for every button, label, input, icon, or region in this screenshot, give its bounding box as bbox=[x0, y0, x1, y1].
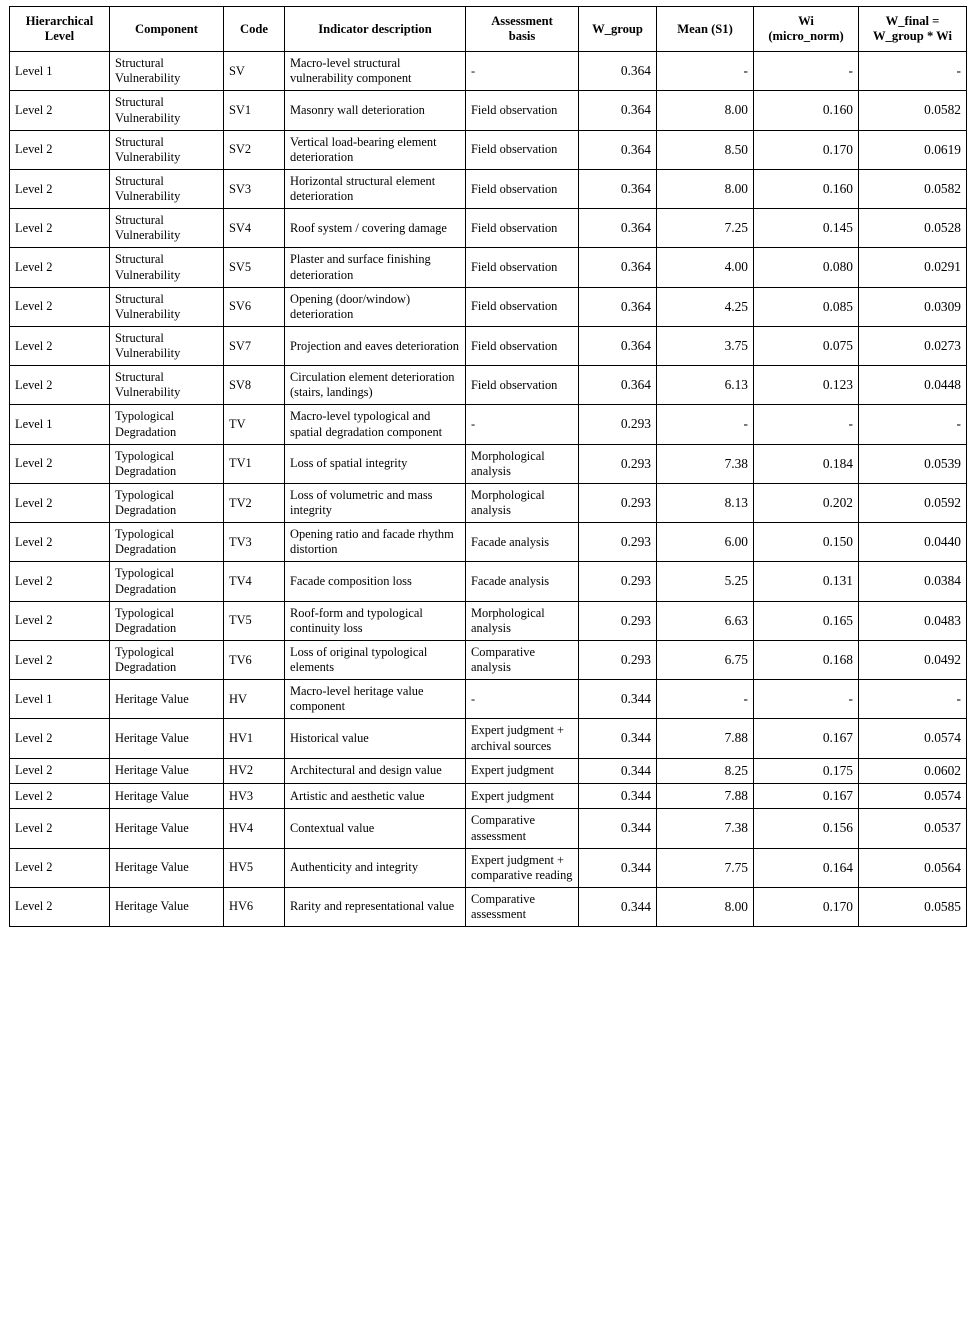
cell-hierarchical-level: Level 2 bbox=[10, 248, 110, 287]
cell-hierarchical-level: Level 2 bbox=[10, 601, 110, 640]
cell-indicator-description: Macro-level typological and spatial degradation component bbox=[285, 405, 466, 444]
cell-indicator-description: Artistic and aesthetic value bbox=[285, 784, 466, 809]
cell-code: HV6 bbox=[224, 887, 285, 926]
cell-w-group: 0.344 bbox=[579, 784, 657, 809]
cell-indicator-description: Macro-level heritage value component bbox=[285, 680, 466, 719]
cell-assessment-basis: Field observation bbox=[466, 287, 579, 326]
cell-w-group: 0.293 bbox=[579, 601, 657, 640]
cell-component: Structural Vulnerability bbox=[110, 248, 224, 287]
cell-wi-micro-norm: 0.156 bbox=[754, 809, 859, 848]
column-header-component: Component bbox=[110, 7, 224, 52]
cell-code: SV7 bbox=[224, 326, 285, 365]
cell-wi-micro-norm: 0.150 bbox=[754, 523, 859, 562]
cell-w-group: 0.364 bbox=[579, 287, 657, 326]
cell-assessment-basis: - bbox=[466, 405, 579, 444]
cell-component: Structural Vulnerability bbox=[110, 91, 224, 130]
cell-assessment-basis: Field observation bbox=[466, 209, 579, 248]
cell-component: Typological Degradation bbox=[110, 601, 224, 640]
cell-w-final: 0.0619 bbox=[859, 130, 967, 169]
cell-indicator-description: Projection and eaves deterioration bbox=[285, 326, 466, 365]
cell-w-final: 0.0492 bbox=[859, 640, 967, 679]
cell-component: Heritage Value bbox=[110, 784, 224, 809]
cell-w-group: 0.293 bbox=[579, 640, 657, 679]
cell-indicator-description: Loss of spatial integrity bbox=[285, 444, 466, 483]
cell-indicator-description: Loss of volumetric and mass integrity bbox=[285, 483, 466, 522]
cell-hierarchical-level: Level 2 bbox=[10, 758, 110, 783]
cell-wi-micro-norm: 0.168 bbox=[754, 640, 859, 679]
cell-component: Typological Degradation bbox=[110, 523, 224, 562]
cell-mean-s1: 7.88 bbox=[657, 719, 754, 758]
cell-component: Heritage Value bbox=[110, 848, 224, 887]
cell-hierarchical-level: Level 1 bbox=[10, 52, 110, 91]
cell-w-group: 0.293 bbox=[579, 483, 657, 522]
cell-wi-micro-norm: 0.175 bbox=[754, 758, 859, 783]
column-header-w-group: W_group bbox=[579, 7, 657, 52]
cell-code: TV4 bbox=[224, 562, 285, 601]
cell-mean-s1: 8.00 bbox=[657, 169, 754, 208]
cell-mean-s1: 7.38 bbox=[657, 809, 754, 848]
cell-hierarchical-level: Level 2 bbox=[10, 444, 110, 483]
cell-wi-micro-norm: 0.167 bbox=[754, 784, 859, 809]
cell-code: TV5 bbox=[224, 601, 285, 640]
cell-w-final: 0.0582 bbox=[859, 169, 967, 208]
cell-mean-s1: 6.13 bbox=[657, 366, 754, 405]
cell-w-final: - bbox=[859, 52, 967, 91]
cell-assessment-basis: Expert judgment + archival sources bbox=[466, 719, 579, 758]
cell-w-final: 0.0585 bbox=[859, 887, 967, 926]
cell-code: TV2 bbox=[224, 483, 285, 522]
cell-assessment-basis: Field observation bbox=[466, 169, 579, 208]
column-header-hierarchical-level bbox=[10, 7, 110, 52]
cell-hierarchical-level: Level 2 bbox=[10, 523, 110, 562]
cell-mean-s1: 8.25 bbox=[657, 758, 754, 783]
cell-wi-micro-norm: - bbox=[754, 52, 859, 91]
header-line-1: Hierarchical bbox=[25, 14, 94, 28]
cell-code: TV1 bbox=[224, 444, 285, 483]
cell-mean-s1: 7.88 bbox=[657, 784, 754, 809]
cell-code: SV5 bbox=[224, 248, 285, 287]
table-row bbox=[10, 758, 967, 783]
cell-hierarchical-level: Level 2 bbox=[10, 130, 110, 169]
cell-indicator-description: Facade composition loss bbox=[285, 562, 466, 601]
cell-w-group: 0.344 bbox=[579, 887, 657, 926]
cell-w-group: 0.364 bbox=[579, 52, 657, 91]
table-row bbox=[10, 848, 967, 887]
cell-component: Structural Vulnerability bbox=[110, 209, 224, 248]
cell-wi-micro-norm: 0.170 bbox=[754, 130, 859, 169]
cell-component: Structural Vulnerability bbox=[110, 326, 224, 365]
cell-w-final: 0.0582 bbox=[859, 91, 967, 130]
cell-indicator-description: Rarity and representational value bbox=[285, 887, 466, 926]
cell-w-final: 0.0539 bbox=[859, 444, 967, 483]
cell-mean-s1: - bbox=[657, 680, 754, 719]
cell-assessment-basis: Expert judgment + comparative reading bbox=[466, 848, 579, 887]
cell-code: SV bbox=[224, 52, 285, 91]
cell-wi-micro-norm: - bbox=[754, 405, 859, 444]
cell-hierarchical-level: Level 1 bbox=[10, 680, 110, 719]
cell-indicator-description: Roof-form and typological continuity loss bbox=[285, 601, 466, 640]
cell-indicator-description: Opening ratio and facade rhythm distortion bbox=[285, 523, 466, 562]
header-line-1: Assessment bbox=[491, 14, 553, 28]
cell-w-final: - bbox=[859, 680, 967, 719]
table-row bbox=[10, 248, 967, 287]
cell-mean-s1: 3.75 bbox=[657, 326, 754, 365]
cell-hierarchical-level: Level 2 bbox=[10, 326, 110, 365]
cell-w-group: 0.364 bbox=[579, 91, 657, 130]
cell-component: Heritage Value bbox=[110, 809, 224, 848]
table-row bbox=[10, 809, 967, 848]
cell-assessment-basis: Facade analysis bbox=[466, 562, 579, 601]
cell-w-group: 0.344 bbox=[579, 809, 657, 848]
cell-assessment-basis: Field observation bbox=[466, 366, 579, 405]
cell-w-final: 0.0440 bbox=[859, 523, 967, 562]
cell-hierarchical-level: Level 2 bbox=[10, 287, 110, 326]
column-header-mean-s1: Mean (S1) bbox=[657, 7, 754, 52]
cell-wi-micro-norm: 0.131 bbox=[754, 562, 859, 601]
table-row bbox=[10, 444, 967, 483]
cell-wi-micro-norm: 0.080 bbox=[754, 248, 859, 287]
cell-w-group: 0.364 bbox=[579, 130, 657, 169]
cell-assessment-basis: Field observation bbox=[466, 326, 579, 365]
table-row bbox=[10, 287, 967, 326]
indicator-weighting-table bbox=[9, 6, 967, 927]
cell-indicator-description: Vertical load-bearing element deterioration bbox=[285, 130, 466, 169]
cell-component: Structural Vulnerability bbox=[110, 52, 224, 91]
table-row bbox=[10, 130, 967, 169]
cell-w-final: 0.0528 bbox=[859, 209, 967, 248]
cell-code: HV4 bbox=[224, 809, 285, 848]
cell-indicator-description: Plaster and surface finishing deterioration bbox=[285, 248, 466, 287]
cell-code: HV1 bbox=[224, 719, 285, 758]
cell-mean-s1: 8.00 bbox=[657, 91, 754, 130]
cell-w-final: 0.0537 bbox=[859, 809, 967, 848]
column-header-code: Code bbox=[224, 7, 285, 52]
header-line-1: Wi bbox=[798, 14, 814, 28]
cell-wi-micro-norm: 0.170 bbox=[754, 887, 859, 926]
cell-wi-micro-norm: 0.075 bbox=[754, 326, 859, 365]
cell-wi-micro-norm: 0.160 bbox=[754, 169, 859, 208]
cell-indicator-description: Authenticity and integrity bbox=[285, 848, 466, 887]
cell-mean-s1: - bbox=[657, 52, 754, 91]
cell-code: SV2 bbox=[224, 130, 285, 169]
cell-assessment-basis: Expert judgment bbox=[466, 758, 579, 783]
cell-indicator-description: Contextual value bbox=[285, 809, 466, 848]
header-line-2: (micro_norm) bbox=[768, 29, 844, 44]
cell-component: Typological Degradation bbox=[110, 405, 224, 444]
cell-code: HV5 bbox=[224, 848, 285, 887]
cell-component: Structural Vulnerability bbox=[110, 366, 224, 405]
cell-assessment-basis: Morphological analysis bbox=[466, 444, 579, 483]
cell-w-final: 0.0384 bbox=[859, 562, 967, 601]
table-row bbox=[10, 523, 967, 562]
table-row bbox=[10, 640, 967, 679]
cell-assessment-basis: Comparative analysis bbox=[466, 640, 579, 679]
cell-code: SV3 bbox=[224, 169, 285, 208]
cell-w-group: 0.293 bbox=[579, 405, 657, 444]
cell-assessment-basis: Morphological analysis bbox=[466, 483, 579, 522]
cell-hierarchical-level: Level 2 bbox=[10, 784, 110, 809]
cell-wi-micro-norm: - bbox=[754, 680, 859, 719]
cell-w-final: 0.0273 bbox=[859, 326, 967, 365]
cell-component: Typological Degradation bbox=[110, 562, 224, 601]
cell-w-group: 0.344 bbox=[579, 719, 657, 758]
cell-component: Typological Degradation bbox=[110, 640, 224, 679]
cell-hierarchical-level: Level 1 bbox=[10, 405, 110, 444]
cell-w-final: 0.0291 bbox=[859, 248, 967, 287]
cell-assessment-basis: Morphological analysis bbox=[466, 601, 579, 640]
cell-w-group: 0.344 bbox=[579, 848, 657, 887]
cell-w-final: 0.0602 bbox=[859, 758, 967, 783]
cell-w-group: 0.293 bbox=[579, 523, 657, 562]
cell-hierarchical-level: Level 2 bbox=[10, 562, 110, 601]
cell-w-group: 0.293 bbox=[579, 444, 657, 483]
table-row bbox=[10, 887, 967, 926]
cell-component: Structural Vulnerability bbox=[110, 130, 224, 169]
cell-assessment-basis: - bbox=[466, 52, 579, 91]
table-row bbox=[10, 169, 967, 208]
header-line-2: Level bbox=[44, 29, 75, 44]
table-row bbox=[10, 366, 967, 405]
cell-code: HV2 bbox=[224, 758, 285, 783]
table-row bbox=[10, 483, 967, 522]
header-line-1: W_final = bbox=[885, 14, 940, 28]
cell-indicator-description: Loss of original typological elements bbox=[285, 640, 466, 679]
cell-mean-s1: 6.63 bbox=[657, 601, 754, 640]
cell-indicator-description: Circulation element deterioration (stairs, landings) bbox=[285, 366, 466, 405]
cell-w-final: 0.0574 bbox=[859, 719, 967, 758]
cell-code: TV bbox=[224, 405, 285, 444]
table-header bbox=[10, 7, 967, 52]
cell-assessment-basis: Field observation bbox=[466, 248, 579, 287]
cell-mean-s1: 8.00 bbox=[657, 887, 754, 926]
table-row bbox=[10, 680, 967, 719]
cell-hierarchical-level: Level 2 bbox=[10, 848, 110, 887]
cell-hierarchical-level: Level 2 bbox=[10, 209, 110, 248]
cell-hierarchical-level: Level 2 bbox=[10, 366, 110, 405]
cell-code: TV3 bbox=[224, 523, 285, 562]
cell-indicator-description: Macro-level structural vulnerability component bbox=[285, 52, 466, 91]
table-row bbox=[10, 784, 967, 809]
table-row bbox=[10, 601, 967, 640]
cell-wi-micro-norm: 0.160 bbox=[754, 91, 859, 130]
cell-indicator-description: Roof system / covering damage bbox=[285, 209, 466, 248]
cell-hierarchical-level: Level 2 bbox=[10, 640, 110, 679]
cell-indicator-description: Historical value bbox=[285, 719, 466, 758]
cell-w-group: 0.344 bbox=[579, 680, 657, 719]
cell-assessment-basis: Comparative assessment bbox=[466, 809, 579, 848]
cell-code: SV1 bbox=[224, 91, 285, 130]
cell-w-final: 0.0592 bbox=[859, 483, 967, 522]
cell-assessment-basis: Facade analysis bbox=[466, 523, 579, 562]
cell-mean-s1: 7.38 bbox=[657, 444, 754, 483]
cell-w-final: 0.0564 bbox=[859, 848, 967, 887]
cell-wi-micro-norm: 0.085 bbox=[754, 287, 859, 326]
table-row bbox=[10, 562, 967, 601]
cell-w-group: 0.364 bbox=[579, 169, 657, 208]
table-body bbox=[10, 52, 967, 927]
cell-hierarchical-level: Level 2 bbox=[10, 887, 110, 926]
table-row bbox=[10, 52, 967, 91]
cell-w-final: 0.0483 bbox=[859, 601, 967, 640]
cell-indicator-description: Opening (door/window) deterioration bbox=[285, 287, 466, 326]
cell-code: SV8 bbox=[224, 366, 285, 405]
cell-wi-micro-norm: 0.145 bbox=[754, 209, 859, 248]
cell-w-final: 0.0448 bbox=[859, 366, 967, 405]
cell-assessment-basis: Expert judgment bbox=[466, 784, 579, 809]
table-row bbox=[10, 719, 967, 758]
cell-mean-s1: 8.13 bbox=[657, 483, 754, 522]
table-row bbox=[10, 405, 967, 444]
cell-w-group: 0.364 bbox=[579, 326, 657, 365]
cell-w-group: 0.364 bbox=[579, 366, 657, 405]
cell-hierarchical-level: Level 2 bbox=[10, 91, 110, 130]
cell-mean-s1: 5.25 bbox=[657, 562, 754, 601]
table-row bbox=[10, 91, 967, 130]
cell-mean-s1: 4.25 bbox=[657, 287, 754, 326]
table-row bbox=[10, 326, 967, 365]
cell-mean-s1: 8.50 bbox=[657, 130, 754, 169]
cell-wi-micro-norm: 0.123 bbox=[754, 366, 859, 405]
cell-assessment-basis: Comparative assessment bbox=[466, 887, 579, 926]
cell-hierarchical-level: Level 2 bbox=[10, 483, 110, 522]
cell-indicator-description: Architectural and design value bbox=[285, 758, 466, 783]
cell-wi-micro-norm: 0.164 bbox=[754, 848, 859, 887]
cell-component: Structural Vulnerability bbox=[110, 169, 224, 208]
cell-w-group: 0.344 bbox=[579, 758, 657, 783]
table-row bbox=[10, 209, 967, 248]
cell-wi-micro-norm: 0.165 bbox=[754, 601, 859, 640]
cell-w-final: 0.0574 bbox=[859, 784, 967, 809]
cell-mean-s1: 6.75 bbox=[657, 640, 754, 679]
cell-w-final: 0.0309 bbox=[859, 287, 967, 326]
header-line-2: W_group * Wi bbox=[872, 29, 953, 44]
cell-assessment-basis: Field observation bbox=[466, 130, 579, 169]
cell-code: HV bbox=[224, 680, 285, 719]
cell-mean-s1: 7.75 bbox=[657, 848, 754, 887]
cell-hierarchical-level: Level 2 bbox=[10, 719, 110, 758]
column-header-wi-micro-norm bbox=[754, 7, 859, 52]
cell-component: Structural Vulnerability bbox=[110, 287, 224, 326]
cell-w-group: 0.364 bbox=[579, 248, 657, 287]
cell-component: Heritage Value bbox=[110, 680, 224, 719]
cell-wi-micro-norm: 0.202 bbox=[754, 483, 859, 522]
cell-component: Heritage Value bbox=[110, 887, 224, 926]
cell-wi-micro-norm: 0.167 bbox=[754, 719, 859, 758]
column-header-w-final bbox=[859, 7, 967, 52]
cell-hierarchical-level: Level 2 bbox=[10, 809, 110, 848]
cell-assessment-basis: - bbox=[466, 680, 579, 719]
cell-code: SV6 bbox=[224, 287, 285, 326]
column-header-indicator-description: Indicator description bbox=[285, 7, 466, 52]
cell-assessment-basis: Field observation bbox=[466, 91, 579, 130]
header-row bbox=[10, 7, 967, 52]
cell-component: Heritage Value bbox=[110, 758, 224, 783]
cell-hierarchical-level: Level 2 bbox=[10, 169, 110, 208]
column-header-assessment-basis bbox=[466, 7, 579, 52]
cell-w-group: 0.293 bbox=[579, 562, 657, 601]
cell-component: Typological Degradation bbox=[110, 444, 224, 483]
cell-mean-s1: 6.00 bbox=[657, 523, 754, 562]
cell-indicator-description: Horizontal structural element deterioration bbox=[285, 169, 466, 208]
cell-mean-s1: - bbox=[657, 405, 754, 444]
cell-w-final: - bbox=[859, 405, 967, 444]
cell-code: SV4 bbox=[224, 209, 285, 248]
cell-w-group: 0.364 bbox=[579, 209, 657, 248]
cell-wi-micro-norm: 0.184 bbox=[754, 444, 859, 483]
cell-component: Heritage Value bbox=[110, 719, 224, 758]
cell-component: Typological Degradation bbox=[110, 483, 224, 522]
cell-code: HV3 bbox=[224, 784, 285, 809]
cell-code: TV6 bbox=[224, 640, 285, 679]
header-line-2: basis bbox=[508, 29, 536, 44]
cell-indicator-description: Masonry wall deterioration bbox=[285, 91, 466, 130]
cell-mean-s1: 7.25 bbox=[657, 209, 754, 248]
cell-mean-s1: 4.00 bbox=[657, 248, 754, 287]
